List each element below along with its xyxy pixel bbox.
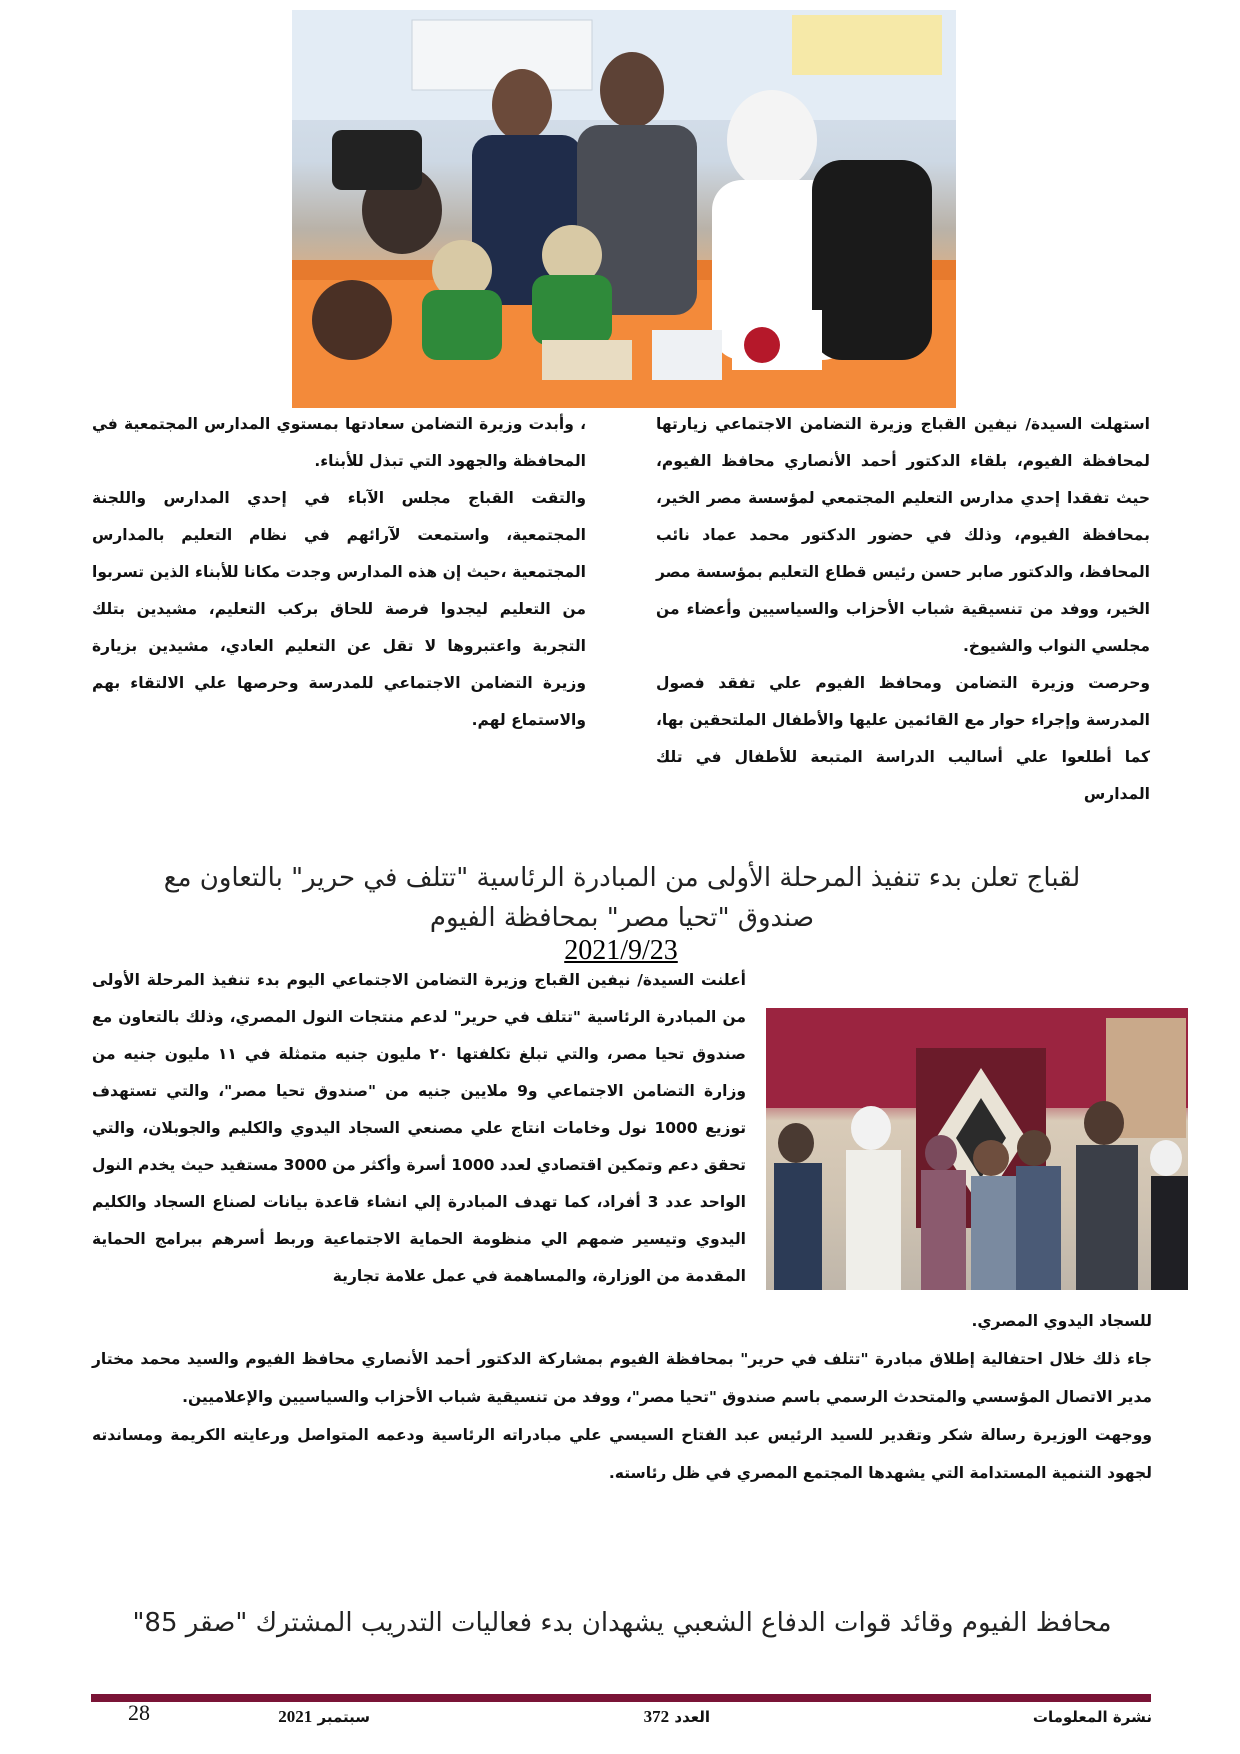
carpet-initiative-photo-drawing bbox=[766, 1008, 1188, 1290]
article2-title bbox=[92, 858, 1152, 938]
carpet-initiative-photo bbox=[766, 1008, 1188, 1290]
article2-title-line-2: صندوق "تحيا مصر" بمحافظة الفيوم bbox=[429, 903, 815, 933]
article2-intro-paragraph bbox=[92, 962, 746, 1295]
footer-date bbox=[230, 1707, 370, 1727]
article2-intro-text: أعلنت السيدة/ نيفين القباج وزيرة التضامن الاجتماعي اليوم بدء تنفيذ المرحلة الأولى من المبادرة الرئاسية "تتلف في حرير" لدعم منتجات النول المصري، وذلك بالتعاون مع صندوق تحيا مصر، والتي تبلغ تكلفتها ٢٠ مليون جنيه متمثلة في ١١ مليون جنيه من وزارة التضامن الاجتماعي و9 ملايين جنيه من "صندوق تحيا مصر"، والتي تستهدف توزيع 1000 نول وخامات انتاج علي مصنعي السجاد اليدوي والكليم والجوبلان، والتي تحقق دعم وتمكين اقتصادي لعدد 1000 أسرة وأكثر من 3000 مستفيد حيث يخدم النول الواحد عدد 3 أفراد، كما تهدف المبادرة إلي انشاء قاعدة بيانات لصناع السجاد والكليم اليدوي وتيسير ضمهم الي منظومة الحماية الاجتماعية وربط أسرهم ببرامج الحماية المقدمة من الوزارة، والمساهمة في عمل علامة تجارية bbox=[92, 971, 747, 1285]
article2-title-line-1: لقباج تعلن بدء تنفيذ المرحلة الأولى من المبادرة الرئاسية "تتلف في حرير" بالتعاون مع bbox=[163, 863, 1081, 893]
article1-left-column bbox=[92, 406, 586, 739]
article2-continuation: للسجاد اليدوي المصري. bbox=[971, 1312, 1152, 1330]
school-visit-photo-drawing bbox=[292, 10, 956, 408]
footer-divider bbox=[91, 1694, 1151, 1702]
article2-paragraph-3: ووجهت الوزيرة رسالة شكر وتقدير للسيد الرئيس عبد الفتاح السيسي علي مبادراته الرئاسية ودعمه المتواصل ورعايته الكريمة ومساندته لجهود التنمية المستدامة التي يشهدها المجتمع المصري في ظل رئاسته. bbox=[92, 1426, 1152, 1482]
article1-left-paragraph-1: ، وأبدت وزيرة التضامن سعادتها بمستوي المدارس المجتمعية في المحافظة والجهود التي تبذل للأبناء. bbox=[92, 415, 586, 470]
footer-page-number: 28 bbox=[128, 1700, 150, 1725]
school-visit-photo bbox=[292, 10, 956, 408]
article1-right-column bbox=[656, 406, 1150, 813]
article2-date: 2021/9/23 bbox=[564, 935, 678, 966]
footer-issue-label: العدد bbox=[674, 1708, 710, 1726]
footer-month: سبتمبر bbox=[317, 1708, 370, 1726]
footer-year: 2021 bbox=[278, 1707, 313, 1726]
article1-right-paragraph-1: استهلت السيدة/ نيفين القباج وزيرة التضامن الاجتماعي زيارتها لمحافظة الفيوم، بلقاء الدكتور أحمد الأنصاري محافظ الفيوم، حيث تفقدا إحدي مدارس التعليم المجتمعي لمؤسسة مصر الخير، بمحافظة الفيوم، وذلك في حضور الدكتور محمد عماد نائب المحافظ، والدكتور صابر حسن رئيس قطاع التعليم بمؤسسة مصر الخير، ووفد من تنسيقية شباب الأحزاب والسياسيين وأعضاء من مجلسي النواب والشيوخ. bbox=[656, 415, 1150, 655]
article2-paragraph-2: جاء ذلك خلال احتفالية إطلاق مبادرة "تتلف في حرير" بمحافظة الفيوم بمشاركة الدكتور أحمد الأنصاري محافظ الفيوم والسيد محمد مختار مدير الاتصال المؤسسي والمتحدث الرسمي باسم صندوق "تحيا مصر"، ووفد من تنسيقية شباب الأحزاب والسياسيين والإعلاميين. bbox=[92, 1350, 1152, 1406]
article2-body bbox=[92, 1302, 1152, 1492]
footer-publication-name: نشرة المعلومات bbox=[1032, 1708, 1152, 1726]
article3-title: محافظ الفيوم وقائد قوات الدفاع الشعبي يشهدان بدء فعاليات التدريب المشترك "صقر 85" bbox=[132, 1608, 1112, 1638]
article1-right-paragraph-2: وحرصت وزيرة التضامن ومحافظ الفيوم علي تفقد فصول المدرسة وإجراء حوار مع القائمين عليها والأطفال الملتحقين بها، كما أطلعوا علي أساليب الدراسة المتبعة للأطفال في تلك المدارس bbox=[656, 674, 1150, 803]
article1-left-paragraph-2: والتقت القباج مجلس الآباء في إحدي المدارس واللجنة المجتمعية، واستمعت لآرائهم في نظام التعليم بالمدارس المجتمعية ،حيث إن هذه المدارس وجدت مكانا للأبناء الذين تسربوا من التعليم ليجدوا فرصة للحاق بركب التعليم، مشيدين بتلك التجربة واعتبروها لا تقل عن التعليم العادي، مشيدين بزيارة وزيرة التضامن الاجتماعي للمدرسة وحرصها علي الالتقاء بهم والاستماع لهم. bbox=[92, 489, 586, 729]
footer-issue-number: 372 bbox=[643, 1707, 670, 1726]
footer-issue bbox=[580, 1707, 710, 1727]
